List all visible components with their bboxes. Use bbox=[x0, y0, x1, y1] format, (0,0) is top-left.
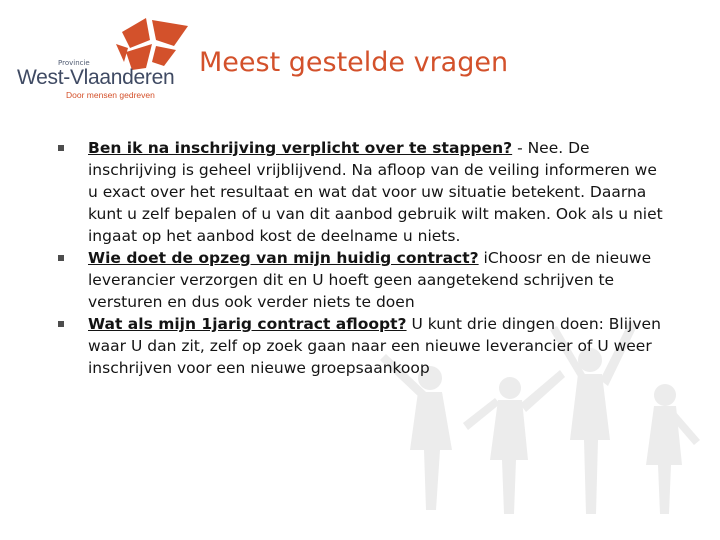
square-bullet-icon bbox=[58, 321, 64, 327]
square-bullet-icon bbox=[58, 255, 64, 261]
faq-question: Wat als mijn 1jarig contract afloopt? bbox=[88, 315, 407, 333]
province-flag-logo-icon bbox=[116, 18, 190, 72]
faq-item bbox=[58, 247, 668, 313]
faq-list bbox=[58, 137, 668, 379]
faq-question: Ben ik na inschrijving verplicht over te stappen? bbox=[88, 139, 513, 157]
faq-answer: iChoosr en de nieuwe leverancier verzorgen dit en U hoeft geen aangetekend schrijven te versturen en dus ook verder niets te doen bbox=[88, 249, 652, 311]
province-logo bbox=[12, 18, 192, 102]
faq-question: Wie doet de opzeg van mijn huidig contract? bbox=[88, 249, 479, 267]
square-bullet-icon bbox=[58, 145, 64, 151]
faq-item bbox=[58, 137, 668, 247]
faq-answer: - Nee. De inschrijving is geheel vrijblijvend. Na afloop van de veiling informeren we u exact over het resultaat en wat dat voor uw situatie betekent. Daarna kunt u zelf bepalen of u van dit aanbod gebruik wilt maken. Ook als u niet ingaat op het aanbod kost de deelname u niets. bbox=[88, 139, 663, 245]
logo-name: West-Vlaanderen bbox=[17, 66, 175, 89]
slide-title: Meest gestelde vragen bbox=[199, 47, 509, 78]
faq-item bbox=[58, 313, 668, 379]
faq-answer: U kunt drie dingen doen: Blijven waar U dan zit, zelf op zoek gaan naar een nieuwe leverancier of U weer inschrijven voor een nieuwe groepsaankoop bbox=[88, 315, 661, 377]
logo-province-label: Provincie bbox=[58, 59, 90, 67]
logo-tagline: Door mensen gedreven bbox=[66, 90, 155, 100]
